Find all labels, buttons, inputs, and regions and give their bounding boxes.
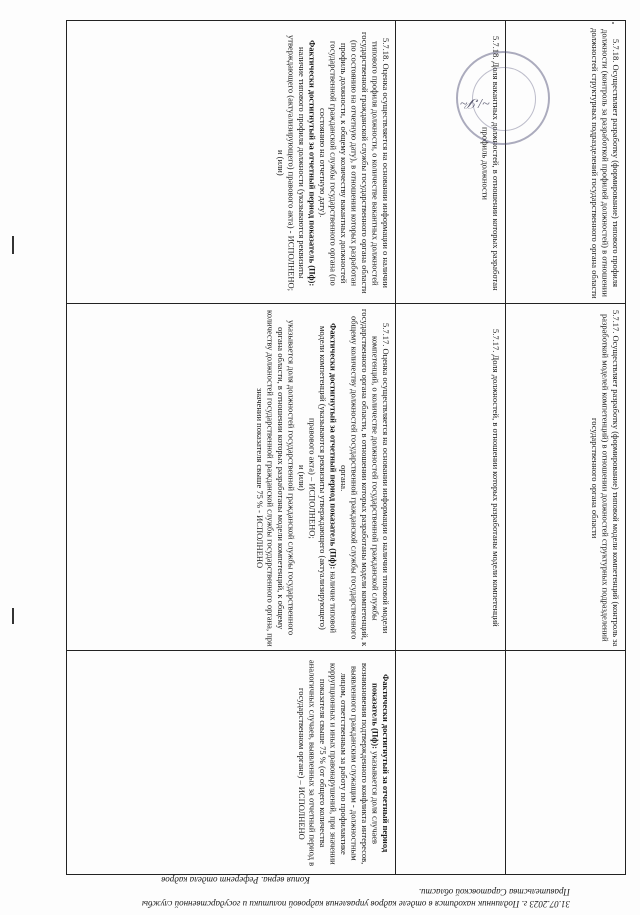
header-line-2 (10, 886, 570, 897)
row2-col3 (65, 304, 395, 650)
table-row (66, 303, 626, 651)
header-line-2-text: Правительства Саратовской области. (418, 887, 570, 897)
row3-col1-text: 5.7.18. Осуществляет разработку (формирование) типового профиля должности (контроль за разработкой профилей должностей) в отношении должностей структурных подразделений государственного органа области (590, 27, 621, 299)
row1-col1 (505, 651, 625, 874)
scan-mark (12, 608, 14, 624)
row2-col3-bold: Фактически достигнутый за отчетный период показатель (Пф): (328, 322, 339, 570)
header-line-3 (10, 874, 310, 885)
row2-col3-tail: указывается доля должностей государственной гражданской службы государственного органа области, в отношении которых разработаны модели компетенций, к общему количеству должностей государственной гражданской службы государственного органа, при значении показателя свыше 75 % - ИСПОЛНЕНО (255, 309, 297, 647)
row2-col3-wrap (255, 309, 392, 647)
row3-col3-text: наличие типового профиля должности (указываются реквизиты утверждающего (актуализирующего) правового акта) - ИСПОЛНЕНО; (286, 34, 307, 291)
header-line-1 (10, 898, 570, 909)
scan-dot (612, 22, 614, 24)
row1-col3-text: указывается доля случаев возникновения подтвержденного конфликта интересов, выявленного гражданским служащим - должностным лицом, ответственным за работу по профилактике коррупционных и иных правонарушений, при значении показателя свыше 75 % (от общего количества аналогичных случаев, выявленных за отчетный период в государственном органе) – ИСПОЛНЕНО (297, 660, 381, 867)
row3-col3-bold: Фактически достигнутый за отчетный период показатель (Пф): (307, 39, 318, 287)
row1-col3-bold: Фактически достигнутый за отчетный период показатель (Пф): (370, 674, 391, 853)
row3-col3-wrap (276, 26, 392, 300)
row2-col1 (505, 304, 625, 650)
header-line-1-text: 31.07.2023 г. Подлинник находится в отделе кадров управления кадровой политики и государственной службы (141, 899, 570, 909)
signature: ~/𝒮~ (460, 95, 490, 110)
row2-col2 (395, 304, 505, 650)
row2-col1-text: 5.7.17. Осуществляет разработку (формирование) типовой модели компетенций (контроль за разработкой моделей компетенций) в отношении должностей структурных подразделений государственного органа области (590, 309, 621, 647)
row2-col3-intro: 5.7.17. Оценка осуществляется на основании информации о наличии типовой модели компетенций, о количестве должностей государственной гражданской службы государственного органа области, в отношении которых разработаны модели компетенций, к общему количеству должностей государственной гражданской службы государственного органа. (339, 309, 391, 647)
scan-mark (12, 236, 14, 254)
row3-col3 (65, 21, 395, 303)
table-row (66, 20, 626, 304)
row1-col3 (65, 651, 395, 874)
row3-col3-intro: 5.7.18. Оценка осуществляется на основании информации о наличии типового профиля должности, о количестве вакантных должностей государственной гражданской службы государственного органа области (по состоянию на отчетную дату), в отношении которых разработан профиль должности, к общему количеству вакантных должностей государственной гражданской службы государственного органа (по состоянию на отчетную дату). (318, 32, 391, 294)
row3-col3-and: и (или) (276, 150, 286, 176)
row3-col2-text: 5.7.18. Доля вакантных должностей, в отношении которых разработан профиль должности (480, 35, 501, 291)
kpi-table (66, 20, 626, 875)
row1-col2 (395, 651, 505, 874)
row2-col2-text: 5.7.17. Доля должностей, в отношении которых разработаны модели компетенций (491, 329, 501, 627)
table-row (66, 650, 626, 875)
row2-col3-and: и (или) (297, 465, 307, 491)
header-line-3-text: Копия верна. Референт отдела кадров (161, 875, 310, 885)
row2-col3-text: наличие типовой модели компетенций (указываются реквизиты утверждающего (актуализирующего) правового акта) – ИСПОЛНЕНО; (307, 326, 339, 634)
row1-col3-wrap (297, 656, 392, 871)
